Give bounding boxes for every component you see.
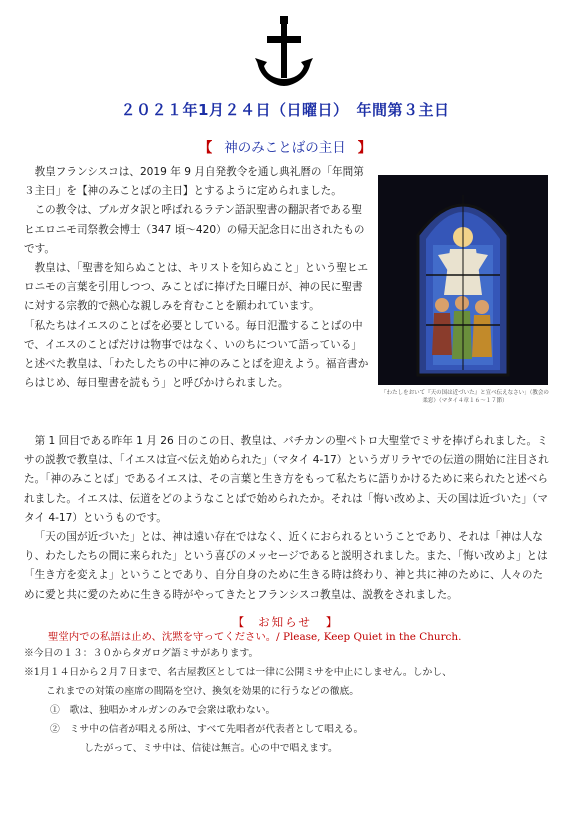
paragraph-2: この教令は、ブルガタ訳と呼ばれるラテン語訳聖書の翻訳者である聖ヒエロニモ司祭教会博士（347 頃〜420）の帰天記念日に出されたものです。 (24, 204, 365, 255)
notice-bracket-left: 【 (232, 615, 245, 629)
notice-item: これまでの対策の座席の間隔を空け、換気を効果的に行うなどの徹底。 (46, 686, 360, 697)
notice-item: ※今日の１３：３０からタガログ語ミサがあります。 (24, 648, 259, 659)
page-title: ２０２１年1月２４日（日曜日） 年間第３主日 (120, 101, 450, 119)
stained-glass-image (378, 175, 548, 385)
notice-title: お知らせ (258, 615, 312, 629)
article-body (24, 432, 550, 605)
bracket-left: 【 (198, 140, 213, 156)
paragraph-6: 「天の国が近づいた」とは、神は遠い存在ではなく、近くにおられるということであり、それは「神は人なり、わたしたちの間に来られた」という喜びのメッセージであると説明されました。また、「悔い改めよ」とは「生き方を変えよ」ということであり、自分自身のために生きる時は終わり、神と共に神のために、人々のために愛と共に愛のために生きる時がやってきたとフランシスコ教皇は、説教をされました。 (24, 531, 548, 601)
quiet-notice: 聖堂内での私語は止め、沈黙を守ってください。/ Please, Keep Quiet in the Church. (48, 631, 462, 643)
notice-item: したがって、ミサ中は、信徒は無言。心の中で唱えます。 (84, 743, 338, 754)
notice-bracket-right: 】 (325, 615, 338, 629)
subtitle-text: 神のみことばの主日 (224, 140, 346, 156)
notice-item: ② ミサ中の信者が唱える所は、すべて先唱者が代表者として唱える。 (50, 724, 364, 735)
article-column (24, 163, 369, 393)
notice-item: ※1月１４日から２月７日まで、名古屋教区としては一律に公開ミサを中止にしません。しかし、 (24, 667, 452, 678)
page-subtitle (0, 136, 570, 156)
paragraph-1: 教皇フランシスコは、2019 年 9 月自発教令を通し典礼暦の「年間第３主日」を【神のみことばの主日】とするように定められました。 (24, 166, 364, 198)
anchor-icon (255, 14, 313, 90)
image-caption: 「わたしをおいて『天の国は近づいた』と宣べ伝えなさい」（教会の柔窓）（マタイ４章１６〜１７節） (381, 390, 549, 404)
bracket-right: 】 (357, 140, 372, 156)
notice-item: ① 歌は、独唱かオルガンのみで会衆は歌わない。 (50, 705, 276, 716)
paragraph-5: 第 1 回目である昨年 1 月 26 日のこの日、教皇は、バチカンの聖ペトロ大聖堂でミサを捧げられました。ミサの説教で教皇は、「イエスは宣べ伝え始められた」（マタイ 4-17）というガリラヤでの伝道の開始に注目された。「神のみことば」であるイエスは、その言葉と生き方をもって私たちに語りかけるために来られたと述べられました。イエスは、伝道をどのようなことばで始められたか。それは「悔い改めよ、天の国は近づいた」（マタイ 4-17）というものです。 (24, 435, 549, 524)
paragraph-3: 教皇は、「聖書を知らぬことは、キリストを知らぬこと」という聖ヒエロニモの言葉を引用しつつ、みことばに捧げた日曜日が、神の民に聖書に対する宗教的で熱心な親しみを育むことを願われています。 (24, 262, 369, 313)
notice-list (24, 644, 554, 758)
paragraph-4: 「私たちはイエスのことばを必要としている。毎日氾濫することばの中で、イエスのことばだけは物事ではなく、いのちについて語っている」と述べた教皇は、「わたしたちの中に神のみことばを迎えよう。福音書からはじめ、毎日聖書を読もう」と呼びかけられました。 (24, 319, 369, 390)
